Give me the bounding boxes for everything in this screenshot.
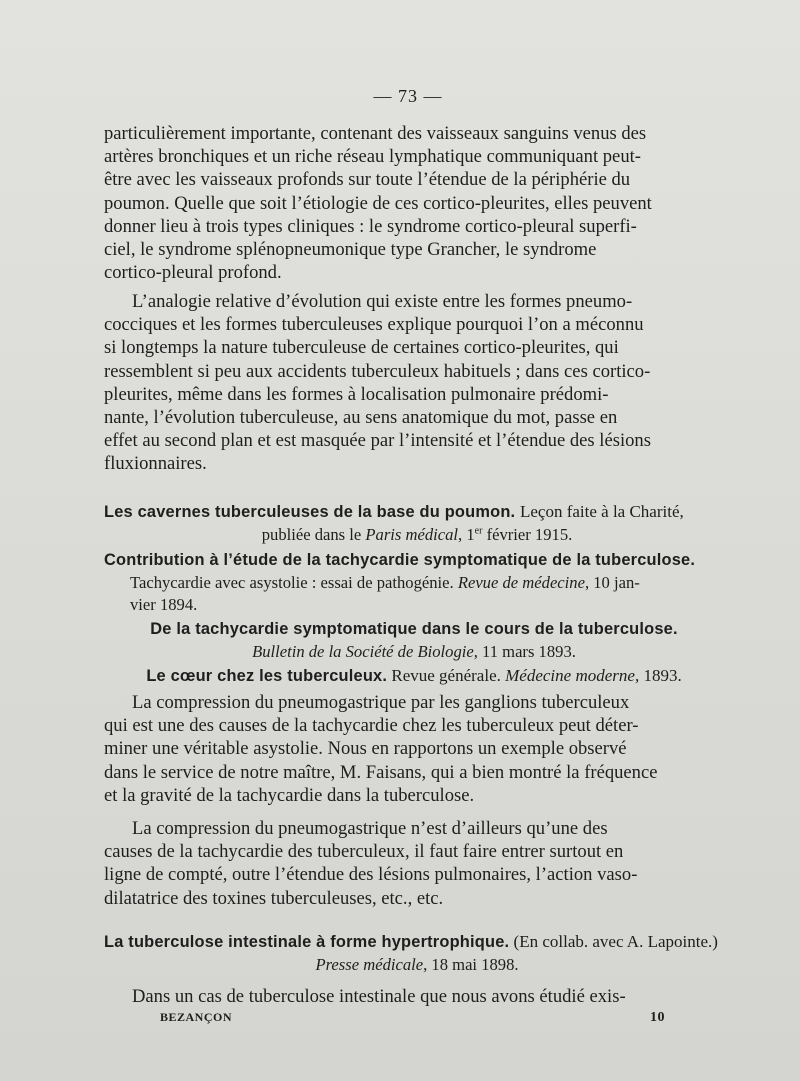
reference-detail: Tachycardie avec asystolie : essai de pathogénie.: [130, 573, 458, 593]
text-line: nante, l’évolution tuberculeuse, au sens anatomique du mot, passe en: [104, 407, 618, 429]
reference-detail: vier 1894.: [130, 595, 198, 615]
sheet-number: 10: [650, 1010, 665, 1025]
text-line: pleurites, même dans les formes à localisation pulmonaire prédomi-: [104, 383, 609, 405]
reference-title: De la tachycardie symptomatique dans le cours de la tuberculose.: [150, 620, 678, 638]
reference-detail: (En collab. avec A. Lapointe.): [509, 932, 718, 951]
text-line: et la gravité de la tachycardie dans la tuberculose.: [104, 784, 475, 806]
journal-name: Revue de médecine: [457, 573, 585, 593]
reference-5: [104, 930, 730, 976]
reference-detail: février 1915.: [482, 525, 573, 545]
reference-detail: Revue générale.: [387, 666, 506, 685]
text-line: La compression du pneumogastrique n’est d’ailleurs qu’une des: [132, 818, 608, 839]
reference-title: Contribution à l’étude de la tachycardie symptomatique de la tuberculose.: [104, 551, 696, 569]
paragraph-3: [104, 691, 720, 807]
reference-detail: Leçon faite à la Charité,: [519, 502, 684, 521]
reference-detail: , 18 mai 1898.: [423, 955, 519, 975]
reference-4: [104, 664, 724, 688]
reference-3: [104, 617, 724, 663]
reference-1: [104, 500, 724, 546]
text-line: cocciques et les formes tuberculeuses explique pourquoi l’on a méconnu: [104, 314, 644, 336]
paragraph-4: [104, 817, 720, 910]
text-line: L’analogie relative d’évolution qui existe entre les formes pneumo-: [132, 291, 633, 312]
journal-name: Paris médical: [365, 525, 459, 545]
text-line: si longtemps la nature tuberculeuse de certaines cortico-pleurites, qui: [104, 337, 619, 359]
reference-title: La tuberculose intestinale à forme hypertrophique.: [104, 933, 510, 951]
reference-title: Le cœur chez les tuberculeux.: [146, 667, 388, 685]
text-line: ciel, le syndrome splénopneumonique type Grancher, le syndrome: [104, 239, 597, 261]
reference-detail: , 11 mars 1893.: [473, 642, 576, 662]
text-line: donner lieu à trois types cliniques : le syndrome cortico-pleural superfi-: [104, 215, 637, 237]
text-line: causes de la tachycardie des tuberculeux, il faut faire entrer surtout en: [104, 841, 624, 863]
journal-name: Médecine moderne: [505, 666, 635, 685]
text-line: La compression du pneumogastrique par les ganglions tuberculeux: [132, 692, 630, 713]
reference-2: [104, 548, 724, 616]
text-line: Dans un cas de tuberculose intestinale que nous avons étudié exis-: [132, 986, 626, 1007]
text-line: dans le service de notre maître, M. Faisans, qui a bien montré la fréquence: [104, 761, 658, 783]
text-line: dilatatrice des toxines tuberculeuses, etc., etc.: [104, 887, 444, 909]
journal-name: Presse médicale: [315, 955, 424, 975]
text-line: artères bronchiques et un riche réseau lymphatique communiquant peut-: [104, 146, 641, 168]
text-line: miner une véritable asystolie. Nous en rapportons un exemple observé: [104, 738, 627, 760]
text-line: effet au second plan et est masquée par l’intensité et l’étendue des lésions: [104, 430, 651, 452]
paragraph-5: [104, 985, 720, 1008]
reference-detail: , 1893.: [634, 666, 682, 685]
paragraph-1: [104, 122, 720, 284]
text-line: ressemblent si peu aux accidents tuberculeux habituels ; dans ces cortico-: [104, 360, 651, 382]
reference-detail: publiée dans le: [261, 525, 366, 545]
reference-title: Les cavernes tuberculeuses de la base du poumon.: [104, 503, 516, 521]
reference-detail: , 1: [458, 525, 475, 545]
text-line: poumon. Quelle que soit l’étiologie de ces cortico-pleurites, elles peuvent: [104, 192, 652, 214]
printer-signature: BEZANÇON: [160, 1010, 233, 1024]
page-number: — 73 —: [373, 86, 443, 106]
superscript: er: [474, 525, 483, 537]
paragraph-2: [104, 290, 720, 476]
text-line: qui est une des causes de la tachycardie chez les tuberculeux peut déter-: [104, 715, 639, 737]
reference-detail: , 10 jan-: [584, 573, 640, 593]
text-line: être avec les vaisseaux profonds sur toute l’étendue de la périphérie du: [104, 169, 631, 191]
text-line: particulièrement importante, contenant des vaisseaux sanguins venus des: [104, 123, 647, 144]
text-line: cortico-pleural profond.: [104, 262, 282, 284]
journal-name: Bulletin de la Société de Biologie: [252, 642, 474, 662]
text-line: ligne de compté, outre l’étendue des lésions pulmonaires, l’action vaso-: [104, 864, 638, 886]
text-line: fluxionnaires.: [104, 453, 207, 475]
